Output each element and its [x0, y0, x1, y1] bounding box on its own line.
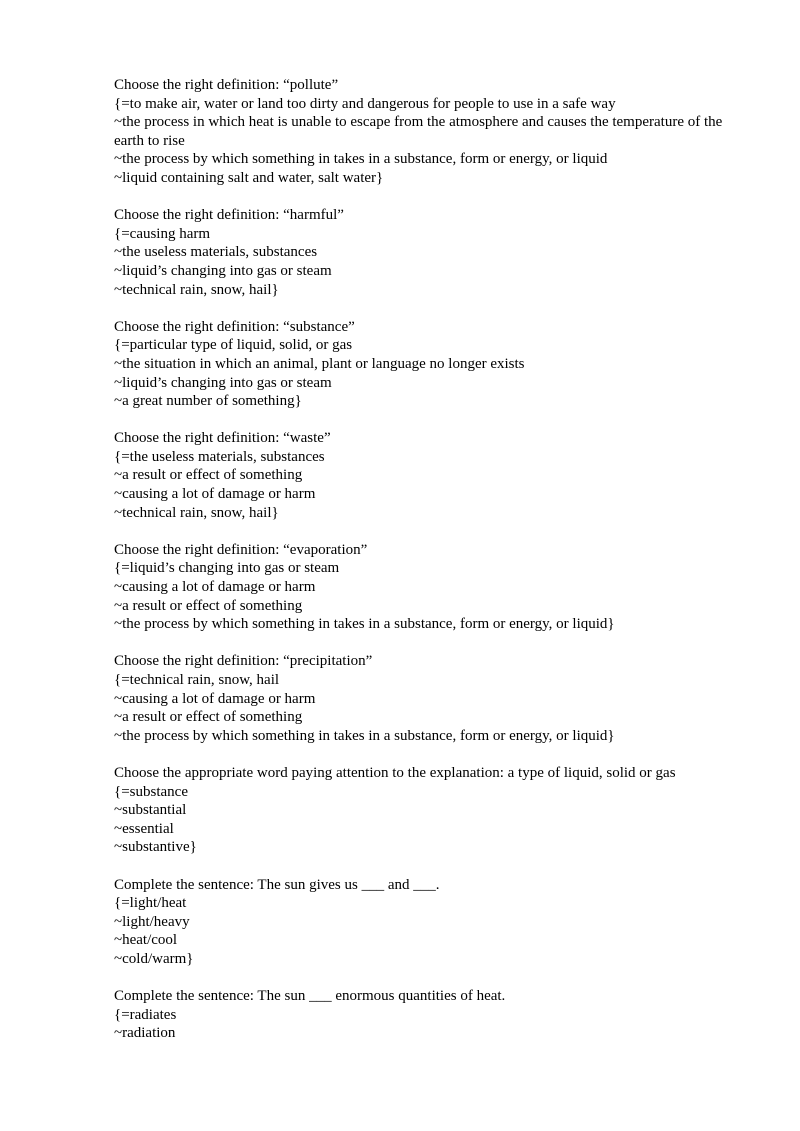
answer-option: ~cold/warm} — [114, 950, 194, 967]
answer-option: ~liquid containing salt and water, salt water} — [114, 169, 384, 186]
answer-option: ~substantial — [114, 802, 187, 819]
answer-option: ~causing a lot of damage or harm — [114, 579, 316, 596]
question-block — [114, 318, 754, 411]
question-prompt: Choose the right definition: “pollute” — [114, 77, 339, 93]
question-block — [114, 876, 754, 969]
question-block — [114, 206, 754, 299]
question-prompt: Choose the right definition: “harmful” — [114, 207, 344, 224]
answer-option: ~radiation — [114, 1025, 176, 1042]
answer-option: ~the useless materials, substances — [114, 244, 318, 261]
question-block — [114, 76, 754, 188]
answer-option: ~the process by which something in takes in a substance, form or energy, or liquid — [114, 151, 608, 168]
document-page — [114, 76, 754, 1061]
answer-option: ~a result or effect of something — [114, 709, 303, 726]
answer-option: ~substantive} — [114, 839, 197, 856]
question-prompt: Complete the sentence: The sun gives us ___ and ___. — [114, 876, 440, 893]
question-prompt: Choose the right definition: “substance” — [114, 318, 355, 335]
answer-option: ~the process by which something in takes in a substance, form or energy, or liquid} — [114, 616, 615, 633]
answer-option: ~liquid’s changing into gas or steam — [114, 262, 332, 279]
answer-option: {=particular type of liquid, solid, or gas — [114, 337, 353, 354]
answer-option: ~a great number of something} — [114, 393, 302, 410]
answer-option: {=technical rain, snow, hail — [114, 672, 280, 688]
answer-option: {=the useless materials, substances — [114, 448, 325, 465]
answer-option: ~essential — [114, 820, 174, 837]
answer-option: {=radiates — [114, 1006, 177, 1023]
answer-option: ~technical rain, snow, hail} — [114, 281, 279, 298]
answer-option: ~causing a lot of damage or harm — [114, 690, 316, 707]
answer-option: ~a result or effect of something — [114, 467, 303, 484]
answer-option: {=causing harm — [114, 225, 211, 242]
question-block — [114, 652, 754, 745]
answer-option: ~the situation in which an animal, plant or language no longer exists — [114, 355, 525, 372]
question-prompt: Choose the right definition: “precipitation” — [114, 653, 373, 670]
answer-option: ~causing a lot of damage or harm — [114, 486, 316, 503]
question-prompt: Choose the right definition: “evaporation” — [114, 541, 368, 558]
answer-option: {=to make air, water or land too dirty and dangerous for people to use in a safe way — [114, 95, 616, 112]
answer-option: ~the process in which heat is unable to escape from the atmosphere and causes the temperature of the earth to rise — [114, 114, 723, 149]
question-block — [114, 987, 754, 1043]
question-prompt: Complete the sentence: The sun ___ enormous quantities of heat. — [114, 988, 506, 1005]
answer-option: {=substance — [114, 783, 188, 800]
answer-option: {=light/heat — [114, 895, 187, 912]
question-block — [114, 429, 754, 522]
question-prompt: Choose the right definition: “waste” — [114, 430, 331, 447]
answer-option: ~a result or effect of something — [114, 597, 303, 614]
question-prompt: Choose the appropriate word paying attention to the explanation: a type of liquid, solid or gas — [114, 764, 676, 781]
answer-option: ~technical rain, snow, hail} — [114, 504, 279, 521]
question-block — [114, 764, 754, 857]
answer-option: ~the process by which something in takes in a substance, form or energy, or liquid} — [114, 727, 615, 744]
answer-option: ~liquid’s changing into gas or steam — [114, 374, 332, 391]
answer-option: ~light/heavy — [114, 913, 190, 930]
question-block — [114, 541, 754, 634]
answer-option: {=liquid’s changing into gas or steam — [114, 560, 340, 577]
answer-option: ~heat/cool — [114, 932, 178, 949]
